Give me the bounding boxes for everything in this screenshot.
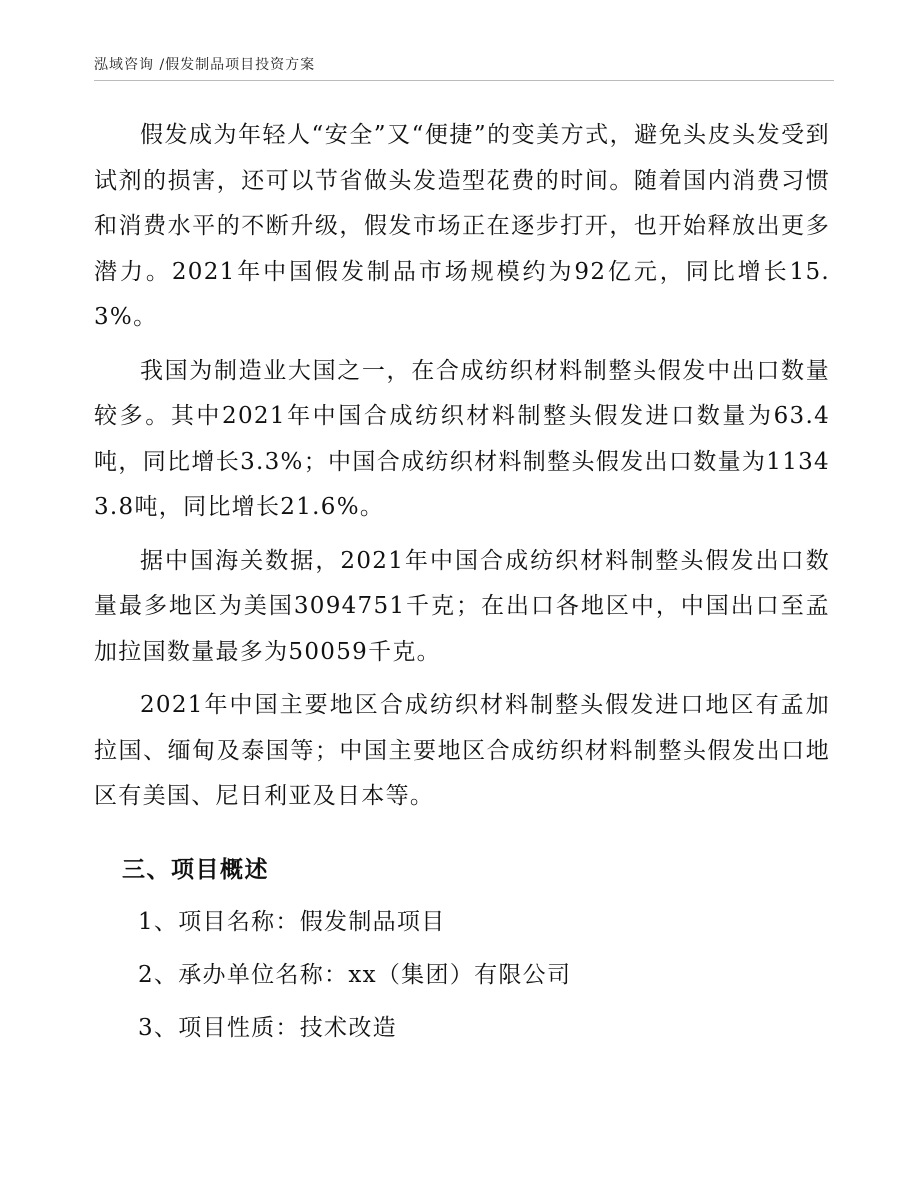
project-name-item: 1、项目名称：假发制品项目	[138, 908, 446, 935]
paragraph-import-export-volume: 我国为制造业大国之一，在合成纺织材料制整头假发中出口数量较多。其中2021年中国合成纺织材料制整头假发进口数量为63.4吨，同比增长3.3%；中国合成纺织材料制整头假发出口数量为11343.8吨，同比增长21.6%。	[94, 357, 830, 520]
paragraph-customs-data: 据中国海关数据，2021年中国合成纺织材料制整头假发出口数量最多地区为美国3094751千克；在出口各地区中，中国出口至孟加拉国数量最多为50059千克。	[94, 547, 830, 665]
header-divider	[94, 80, 834, 81]
document-body	[94, 113, 830, 1051]
project-nature-item: 3、项目性质：技术改造	[138, 1014, 397, 1041]
organizer-name-item: 2、承办单位名称：xx（集团）有限公司	[138, 961, 572, 988]
paragraph-trade-regions: 2021年中国主要地区合成纺织材料制整头假发进口地区有孟加拉国、缅甸及泰国等；中国主要地区合成纺织材料制整头假发出口地区有美国、尼日利亚及日本等。	[94, 692, 830, 809]
paragraph-market-overview: 假发成为年轻人“安全”又“便捷”的变美方式，避免头皮头发受到试剂的损害，还可以节省做头发造型花费的时间。随着国内消费习惯和消费水平的不断升级，假发市场正在逐步打开，也开始释放出更多潜力。2021年中国假发制品市场规模约为92亿元，同比增长15.3%。	[94, 122, 830, 330]
section-title: 三、项目概述	[122, 855, 269, 883]
page-header: 泓域咨询 /假发制品项目投资方案	[94, 57, 316, 73]
